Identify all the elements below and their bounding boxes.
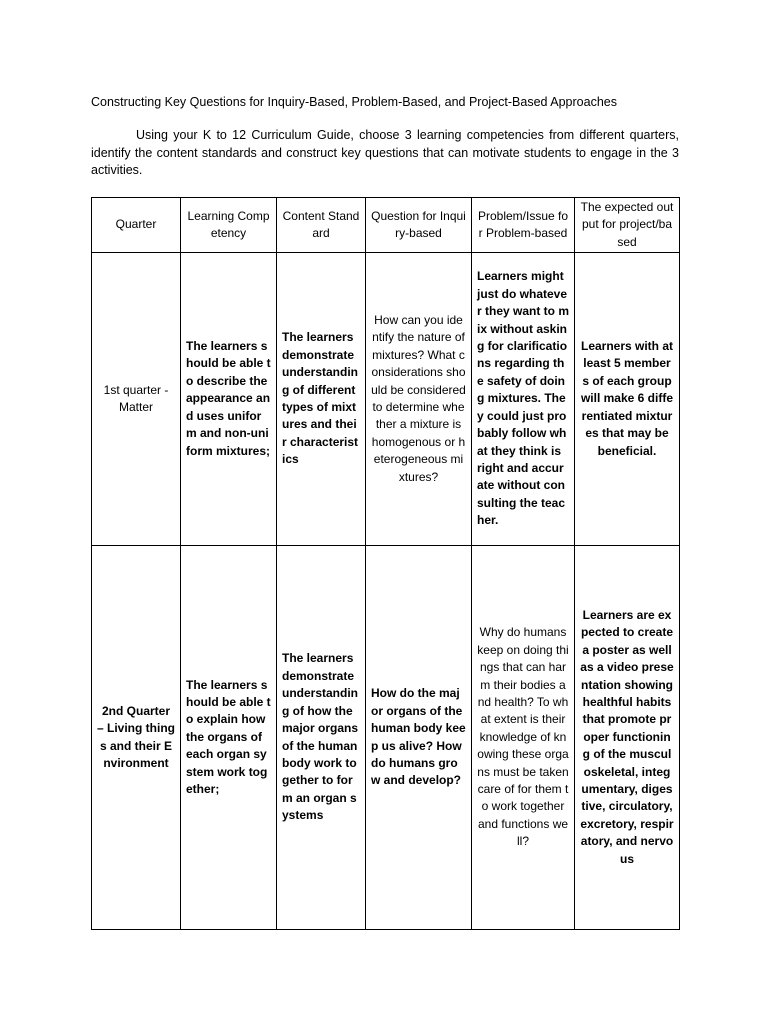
- cell-standard: The learners demonstrate understanding of different types of mixtures and their characteristics: [277, 253, 366, 546]
- cell-quarter: 2nd Quarter – Living things and their Environment: [92, 546, 181, 930]
- cell-standard: The learners demonstrate understanding of how the major organs of the human body work together to form an organ systems: [277, 546, 366, 930]
- cell-quarter: 1st quarter - Matter: [92, 253, 181, 546]
- table-header-row: [92, 198, 680, 253]
- header-expected-output: The expected output for project/based: [575, 198, 680, 253]
- cell-output: Learners with at least 5 members of each group will make 6 differentiated mixtures that may be beneficial.: [575, 253, 680, 546]
- cell-inquiry: How do the major organs of the human body keep us alive? How do humans grow and develop?: [366, 546, 472, 930]
- cell-output: Learners are expected to create a poster as well as a video presentation showing healthful habits that promote proper functioning of the musculoskeletal, integumentary, digestive, circulatory, excretory, respiratory, and nervous: [575, 546, 680, 930]
- cell-inquiry: How can you identify the nature of mixtures? What considerations should be considered to determine whether a mixture is homogenous or heterogeneous mixtures?: [366, 253, 472, 546]
- instructions-paragraph: Using your K to 12 Curriculum Guide, choose 3 learning competencies from different quarters, identify the content standards and construct key questions that can motivate students to engage in the 3 activities.: [91, 128, 679, 177]
- header-quarter: Quarter: [92, 198, 181, 253]
- table-row: [92, 253, 680, 546]
- header-problem-issue: Problem/Issue for Problem-based: [472, 198, 575, 253]
- header-inquiry-question: Question for Inquiry-based: [366, 198, 472, 253]
- cell-competency: The learners should be able to describe the appearance and uses uniform and non-uniform mixtures;: [181, 253, 277, 546]
- cell-problem: Learners might just do whatever they want to mix without asking for clarifications regarding the safety of doing mixtures. They could just probably follow what they think is right and accurate without consulting the teacher.: [472, 253, 575, 546]
- page-title: Constructing Key Questions for Inquiry-Based, Problem-Based, and Project-Based Approaches: [91, 95, 617, 109]
- cell-competency: The learners should be able to explain how the organs of each organ system work together;: [181, 546, 277, 930]
- header-learning-competency: Learning Competency: [181, 198, 277, 253]
- cell-problem: Why do humans keep on doing things that can harm their bodies and health? To what extent is their knowledge of knowing these organs must be taken care of for them to work together and functions well?: [472, 546, 575, 930]
- table-row: [92, 546, 680, 930]
- competency-table: [91, 197, 680, 930]
- header-content-standard: Content Standard: [277, 198, 366, 253]
